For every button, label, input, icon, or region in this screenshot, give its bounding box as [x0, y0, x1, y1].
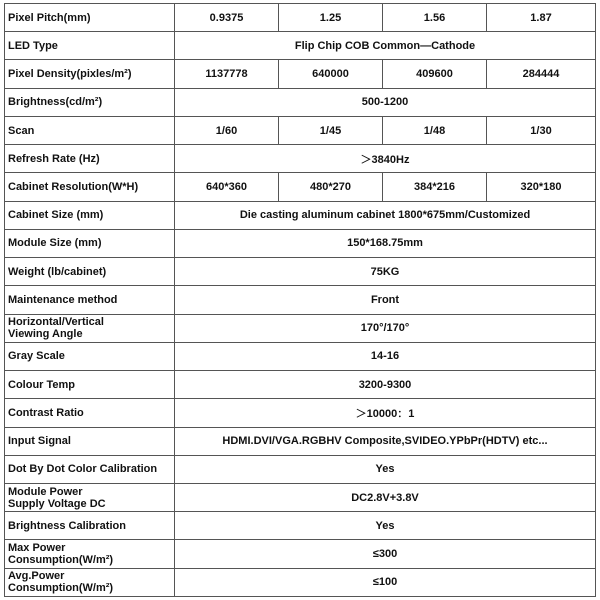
table-row — [5, 371, 596, 399]
row-value: 1/60 — [175, 116, 279, 144]
table-row — [5, 483, 596, 511]
row-label: Cabinet Resolution(W*H) — [5, 173, 175, 201]
row-value-merged: Front — [175, 286, 596, 314]
table-row — [5, 314, 596, 342]
row-value-merged: HDMI.DVI/VGA.RGBHV Composite,SVIDEO.YPbPr(HDTV) etc... — [175, 427, 596, 455]
row-value-merged: 3200-9300 — [175, 371, 596, 399]
row-value: 1/45 — [279, 116, 383, 144]
row-label: Refresh Rate (Hz) — [5, 145, 175, 173]
row-value-merged: ＞10000：1 — [175, 399, 596, 427]
row-value: 284444 — [487, 60, 596, 88]
row-value-merged: 170°/170° — [175, 314, 596, 342]
table-row — [5, 427, 596, 455]
table-row — [5, 512, 596, 540]
row-label: Colour Temp — [5, 371, 175, 399]
row-value-merged: 75KG — [175, 258, 596, 286]
row-label: Maintenance method — [5, 286, 175, 314]
row-label: Dot By Dot Color Calibration — [5, 455, 175, 483]
row-label: Avg.Power Consumption(W/m²) — [5, 568, 175, 596]
row-value: 1/48 — [383, 116, 487, 144]
row-value-merged: ＞3840Hz — [175, 145, 596, 173]
table-row — [5, 540, 596, 568]
row-value: 480*270 — [279, 173, 383, 201]
row-value: 1.25 — [279, 4, 383, 32]
row-label: Scan — [5, 116, 175, 144]
row-value: 640*360 — [175, 173, 279, 201]
row-label: Module Power Supply Voltage DC — [5, 483, 175, 511]
row-value: 384*216 — [383, 173, 487, 201]
row-value: 320*180 — [487, 173, 596, 201]
row-label: Max Power Consumption(W/m²) — [5, 540, 175, 568]
table-row — [5, 201, 596, 229]
table-row — [5, 116, 596, 144]
row-value: 1/30 — [487, 116, 596, 144]
row-label: Brightness Calibration — [5, 512, 175, 540]
row-value: 0.9375 — [175, 4, 279, 32]
row-label: Cabinet Size (mm) — [5, 201, 175, 229]
row-value-merged: DC2.8V+3.8V — [175, 483, 596, 511]
table-row — [5, 173, 596, 201]
table-row — [5, 145, 596, 173]
row-value-merged: Flip Chip COB Common—Cathode — [175, 32, 596, 60]
table-row — [5, 342, 596, 370]
row-value-merged: Die casting aluminum cabinet 1800*675mm/Customized — [175, 201, 596, 229]
row-label: Pixel Density(pixles/m²) — [5, 60, 175, 88]
table-row — [5, 286, 596, 314]
table-row — [5, 32, 596, 60]
row-value-merged: 14-16 — [175, 342, 596, 370]
row-label: Horizontal/Vertical Viewing Angle — [5, 314, 175, 342]
row-label: Gray Scale — [5, 342, 175, 370]
row-value: 409600 — [383, 60, 487, 88]
table-row — [5, 568, 596, 596]
row-label: Pixel Pitch(mm) — [5, 4, 175, 32]
row-value: 640000 — [279, 60, 383, 88]
row-label: Input Signal — [5, 427, 175, 455]
row-value-merged: ≤100 — [175, 568, 596, 596]
row-value: 1137778 — [175, 60, 279, 88]
table-row — [5, 4, 596, 32]
row-value-merged: 500-1200 — [175, 88, 596, 116]
row-label: LED Type — [5, 32, 175, 60]
row-value-merged: ≤300 — [175, 540, 596, 568]
table-row — [5, 88, 596, 116]
table-row — [5, 60, 596, 88]
row-value-merged: Yes — [175, 512, 596, 540]
table-row — [5, 399, 596, 427]
row-label: Contrast Ratio — [5, 399, 175, 427]
table-row — [5, 455, 596, 483]
spec-table — [4, 3, 596, 597]
spec-table-body — [5, 4, 596, 597]
row-value-merged: Yes — [175, 455, 596, 483]
row-value: 1.87 — [487, 4, 596, 32]
row-label: Brightness(cd/m²) — [5, 88, 175, 116]
row-label: Weight (lb/cabinet) — [5, 258, 175, 286]
row-value: 1.56 — [383, 4, 487, 32]
table-row — [5, 229, 596, 257]
row-value-merged: 150*168.75mm — [175, 229, 596, 257]
row-label: Module Size (mm) — [5, 229, 175, 257]
table-row — [5, 258, 596, 286]
